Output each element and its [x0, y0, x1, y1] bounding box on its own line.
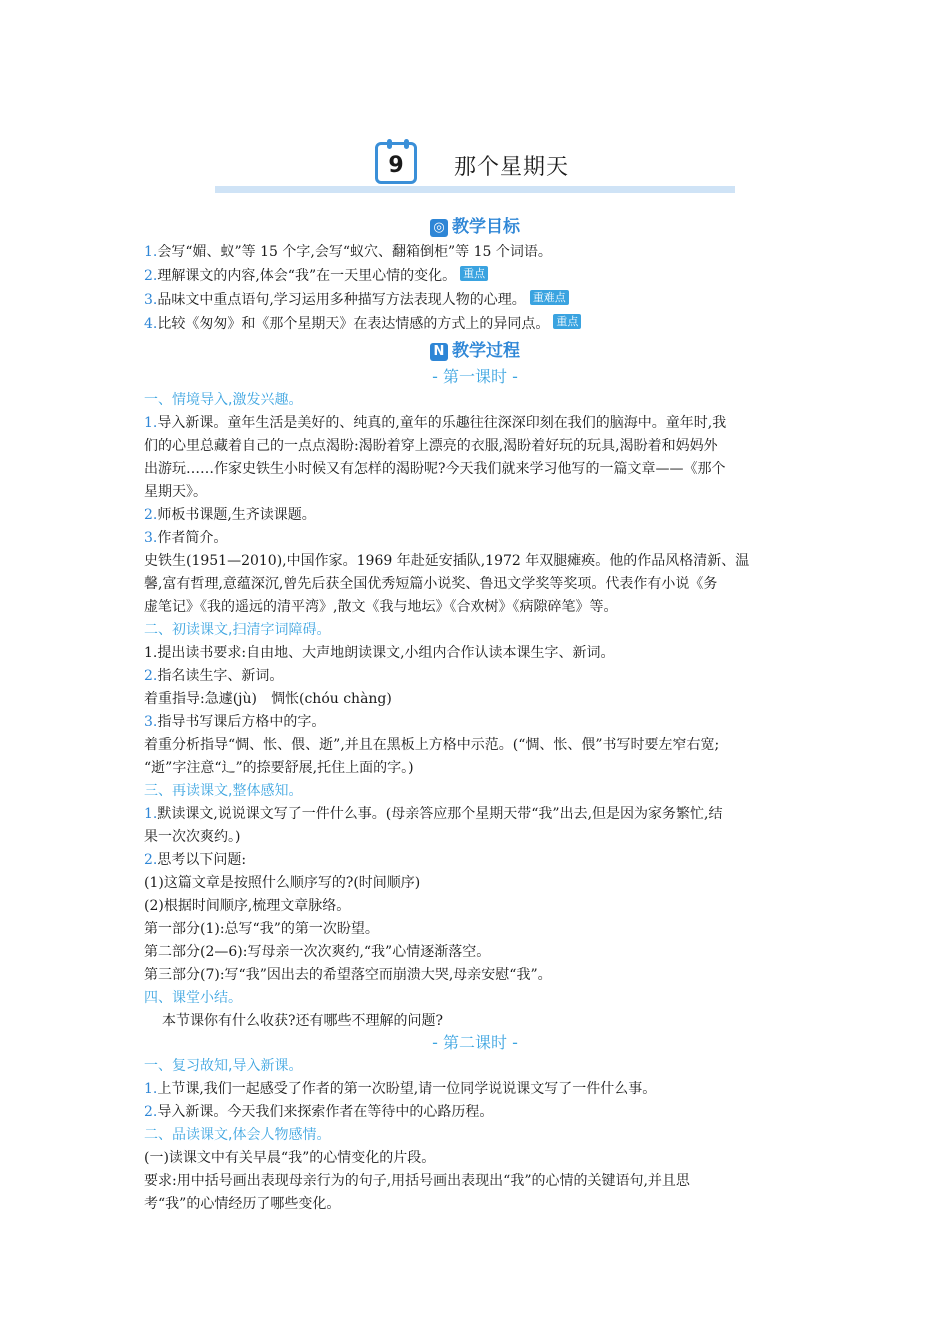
period-1-title: - 第一课时 -: [432, 367, 518, 386]
p1-s3-line: 果一次次爽约。): [144, 829, 241, 845]
n-icon: N: [430, 343, 448, 361]
period-2-title: - 第二课时 -: [432, 1033, 518, 1052]
key-point-tag: 重点: [460, 266, 488, 281]
p1-section-2: 二、初读课文,扫清字词障碍。: [144, 622, 331, 638]
p1-s3-line: (2)根据时间顺序,梳理文章脉络。: [144, 898, 351, 914]
goal-4: 4.比较《匆匆》和《那个星期天》在表达情感的方式上的异同点。 重点: [144, 314, 814, 334]
p1-s1-line: 1.导入新课。童年生活是美好的、纯真的,童年的乐趣往往深深印刻在我们的脑海中。童年时,我: [144, 415, 727, 431]
p1-s3-line: 2.思考以下问题:: [144, 852, 247, 868]
goals-heading: ◎ 教学目标: [0, 212, 950, 237]
key-point-tag: 重点: [553, 314, 581, 329]
lesson-title: 那个星期天: [454, 155, 570, 180]
lesson-number: 9: [388, 153, 404, 178]
process-heading: N 教学过程: [0, 336, 950, 361]
p1-s2-line: 着重指导:急遽(jù) 惆怅(chóu chàng): [144, 691, 392, 707]
p2-s2-line: (一)读课文中有关早晨“我”的心情变化的片段。: [144, 1150, 436, 1166]
p1-s1-line: 们的心里总藏着自己的一点点渴盼:渴盼着穿上漂亮的衣服,渴盼着好玩的玩具,渴盼着和妈妈外: [144, 438, 718, 454]
p1-s3-line: 第三部分(7):写“我”因出去的希望落空而崩溃大哭,母亲安慰“我”。: [144, 967, 552, 983]
p2-section-1: 一、复习故知,导入新课。: [144, 1058, 303, 1074]
calendar-icon: [375, 142, 417, 184]
goal-2: 2.理解课文的内容,体会“我”在一天里心情的变化。 重点: [144, 266, 814, 286]
p2-s1-line: 2.导入新课。今天我们来探索作者在等待中的心路历程。: [144, 1104, 494, 1120]
goal-3: 3.品味文中重点语句,学习运用多种描写方法表现人物的心理。 重难点: [144, 290, 814, 310]
p1-s2-line: 1.提出读书要求:自由地、大声地朗读课文,小组内合作认读本课生字、新词。: [144, 645, 615, 661]
p1-s1-line: 3.作者简介。: [144, 530, 228, 546]
lesson-header: [372, 136, 732, 192]
target-icon: ◎: [430, 219, 448, 237]
author-bio: 馨,富有哲理,意蕴深沉,曾先后获全国优秀短篇小说奖、鲁迅文学奖等奖项。代表作有小说《务: [144, 576, 718, 592]
p1-s1-line: 星期天》。: [144, 484, 207, 500]
p2-s1-line: 1.上节课,我们一起感受了作者的第一次盼望,请一位同学说说课文写了一件什么事。: [144, 1081, 657, 1097]
author-bio: 史铁生(1951—2010),中国作家。1969 年赴延安插队,1972 年双腿瘫痪。他的作品风格清新、温: [144, 553, 750, 569]
p1-s3-line: (1)这篇文章是按照什么顺序写的?(时间顺序): [144, 875, 421, 891]
p1-s2-line: 着重分析指导“惆、怅、偎、逝”,并且在黑板上方格中示范。(“惆、怅、偎”书写时要左窄右宽;: [144, 737, 720, 753]
p2-s2-line: 要求:用中括号画出表现母亲行为的句子,用括号画出表现出“我”的心情的关键语句,并且思: [144, 1173, 690, 1189]
p2-s2-line: 考“我”的心情经历了哪些变化。: [144, 1196, 341, 1212]
p1-s1-line: 出游玩……作家史铁生小时候又有怎样的渴盼呢?今天我们就来学习他写的一篇文章——《那个: [144, 461, 726, 477]
author-bio: 虚笔记》《我的遥远的清平湾》,散文《我与地坛》《合欢树》《病隙碎笔》等。: [144, 599, 618, 615]
key-difficult-tag: 重难点: [530, 290, 569, 305]
calendar-ring-icon: [404, 139, 409, 149]
p1-s3-line: 第二部分(2—6):写母亲一次次爽约,“我”心情逐渐落空。: [144, 944, 491, 960]
p1-s3-line: 第一部分(1):总写“我”的第一次盼望。: [144, 921, 379, 937]
p1-s2-line: “逝”字注意“辶”的捺要舒展,托住上面的字。): [144, 760, 414, 776]
p1-s2-line: 2.指名读生字、新词。: [144, 668, 284, 684]
p1-s3-line: 1.默读课文,说说课文写了一件什么事。(母亲答应那个星期天带“我”出去,但是因为家务繁忙,结: [144, 806, 723, 822]
title-underline: [215, 186, 735, 193]
p1-s4-line: 本节课你有什么收获?还有哪些不理解的问题?: [162, 1013, 444, 1029]
p1-section-1: 一、情境导入,激发兴趣。: [144, 392, 303, 408]
p2-section-2: 二、品读课文,体会人物感情。: [144, 1127, 331, 1143]
p1-s2-line: 3.指导书写课后方格中的字。: [144, 714, 326, 730]
p1-section-3: 三、再读课文,整体感知。: [144, 783, 303, 799]
p1-s1-line: 2.师板书课题,生齐读课题。: [144, 507, 316, 523]
calendar-ring-icon: [387, 139, 392, 149]
goal-1: 1.会写“媚、蚁”等 15 个字,会写“蚁穴、翻箱倒柜”等 15 个词语。: [144, 244, 552, 260]
p1-section-4: 四、课堂小结。: [144, 990, 242, 1006]
